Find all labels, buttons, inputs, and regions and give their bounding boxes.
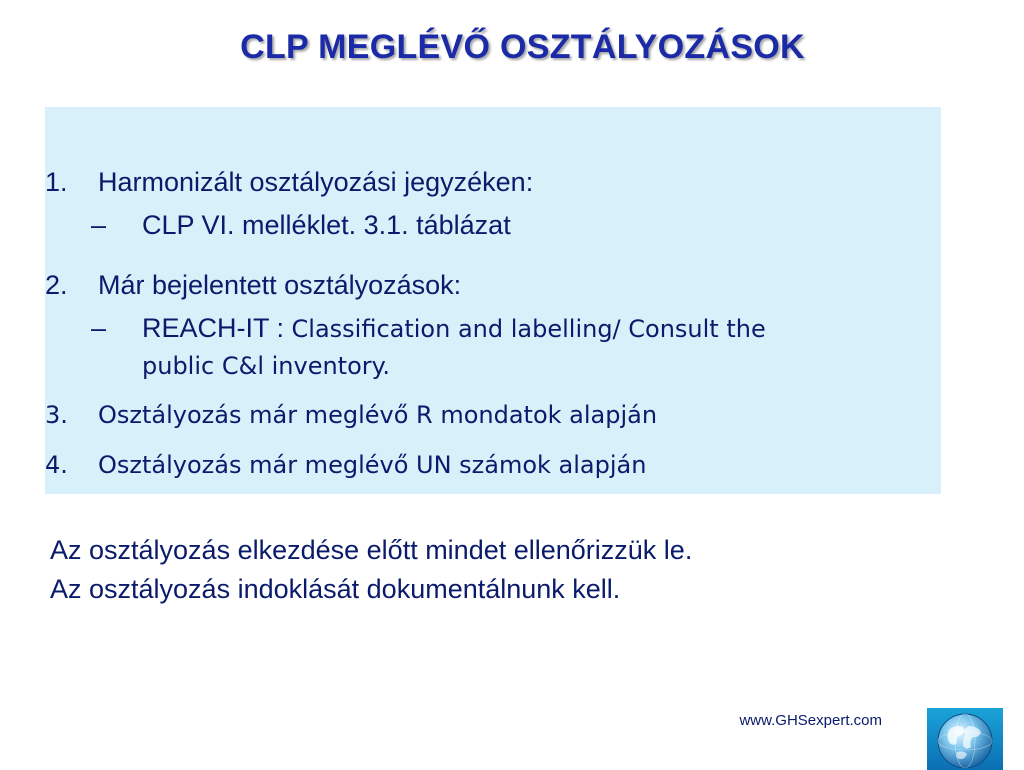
list-number: 3. xyxy=(45,401,68,429)
list-text: Osztályozás már meglévő UN számok alapján xyxy=(98,451,647,479)
note-line-1: Az osztályozás elkezdése előtt mindet ellenőrizzük le. xyxy=(50,535,693,565)
footer-url[interactable]: www.GHSexpert.com xyxy=(739,712,882,729)
slide-title: CLP MEGLÉVŐ OSZTÁLYOZÁSOK xyxy=(240,28,805,66)
sub-prefix: REACH-IT : xyxy=(142,313,292,343)
list-number: 1. xyxy=(45,167,68,197)
sub-text xyxy=(142,313,766,344)
note-line-2: Az osztályozás indoklását dokumentálnunk kell. xyxy=(50,574,621,604)
sub-text-line2: public C&l inventory. xyxy=(142,352,391,380)
list-number: 4. xyxy=(45,451,68,479)
list-number: 2. xyxy=(45,270,68,300)
sub-text-line1: Classification and labelling/ Consult the xyxy=(291,315,766,343)
sub-text: CLP VI. melléklet. 3.1. táblázat xyxy=(142,210,511,240)
list-text: Harmonizált osztályozási jegyzéken: xyxy=(98,167,534,197)
sub-dash: – xyxy=(91,313,107,343)
list-text: Már bejelentett osztályozások: xyxy=(98,270,462,300)
sub-item-2-1-cont xyxy=(142,352,390,380)
content-panel xyxy=(45,107,941,494)
list-text: Osztályozás már meglévő R mondatok alapján xyxy=(98,401,658,429)
globe-icon xyxy=(927,708,1003,770)
sub-dash: – xyxy=(91,210,107,240)
logo xyxy=(927,708,1003,770)
